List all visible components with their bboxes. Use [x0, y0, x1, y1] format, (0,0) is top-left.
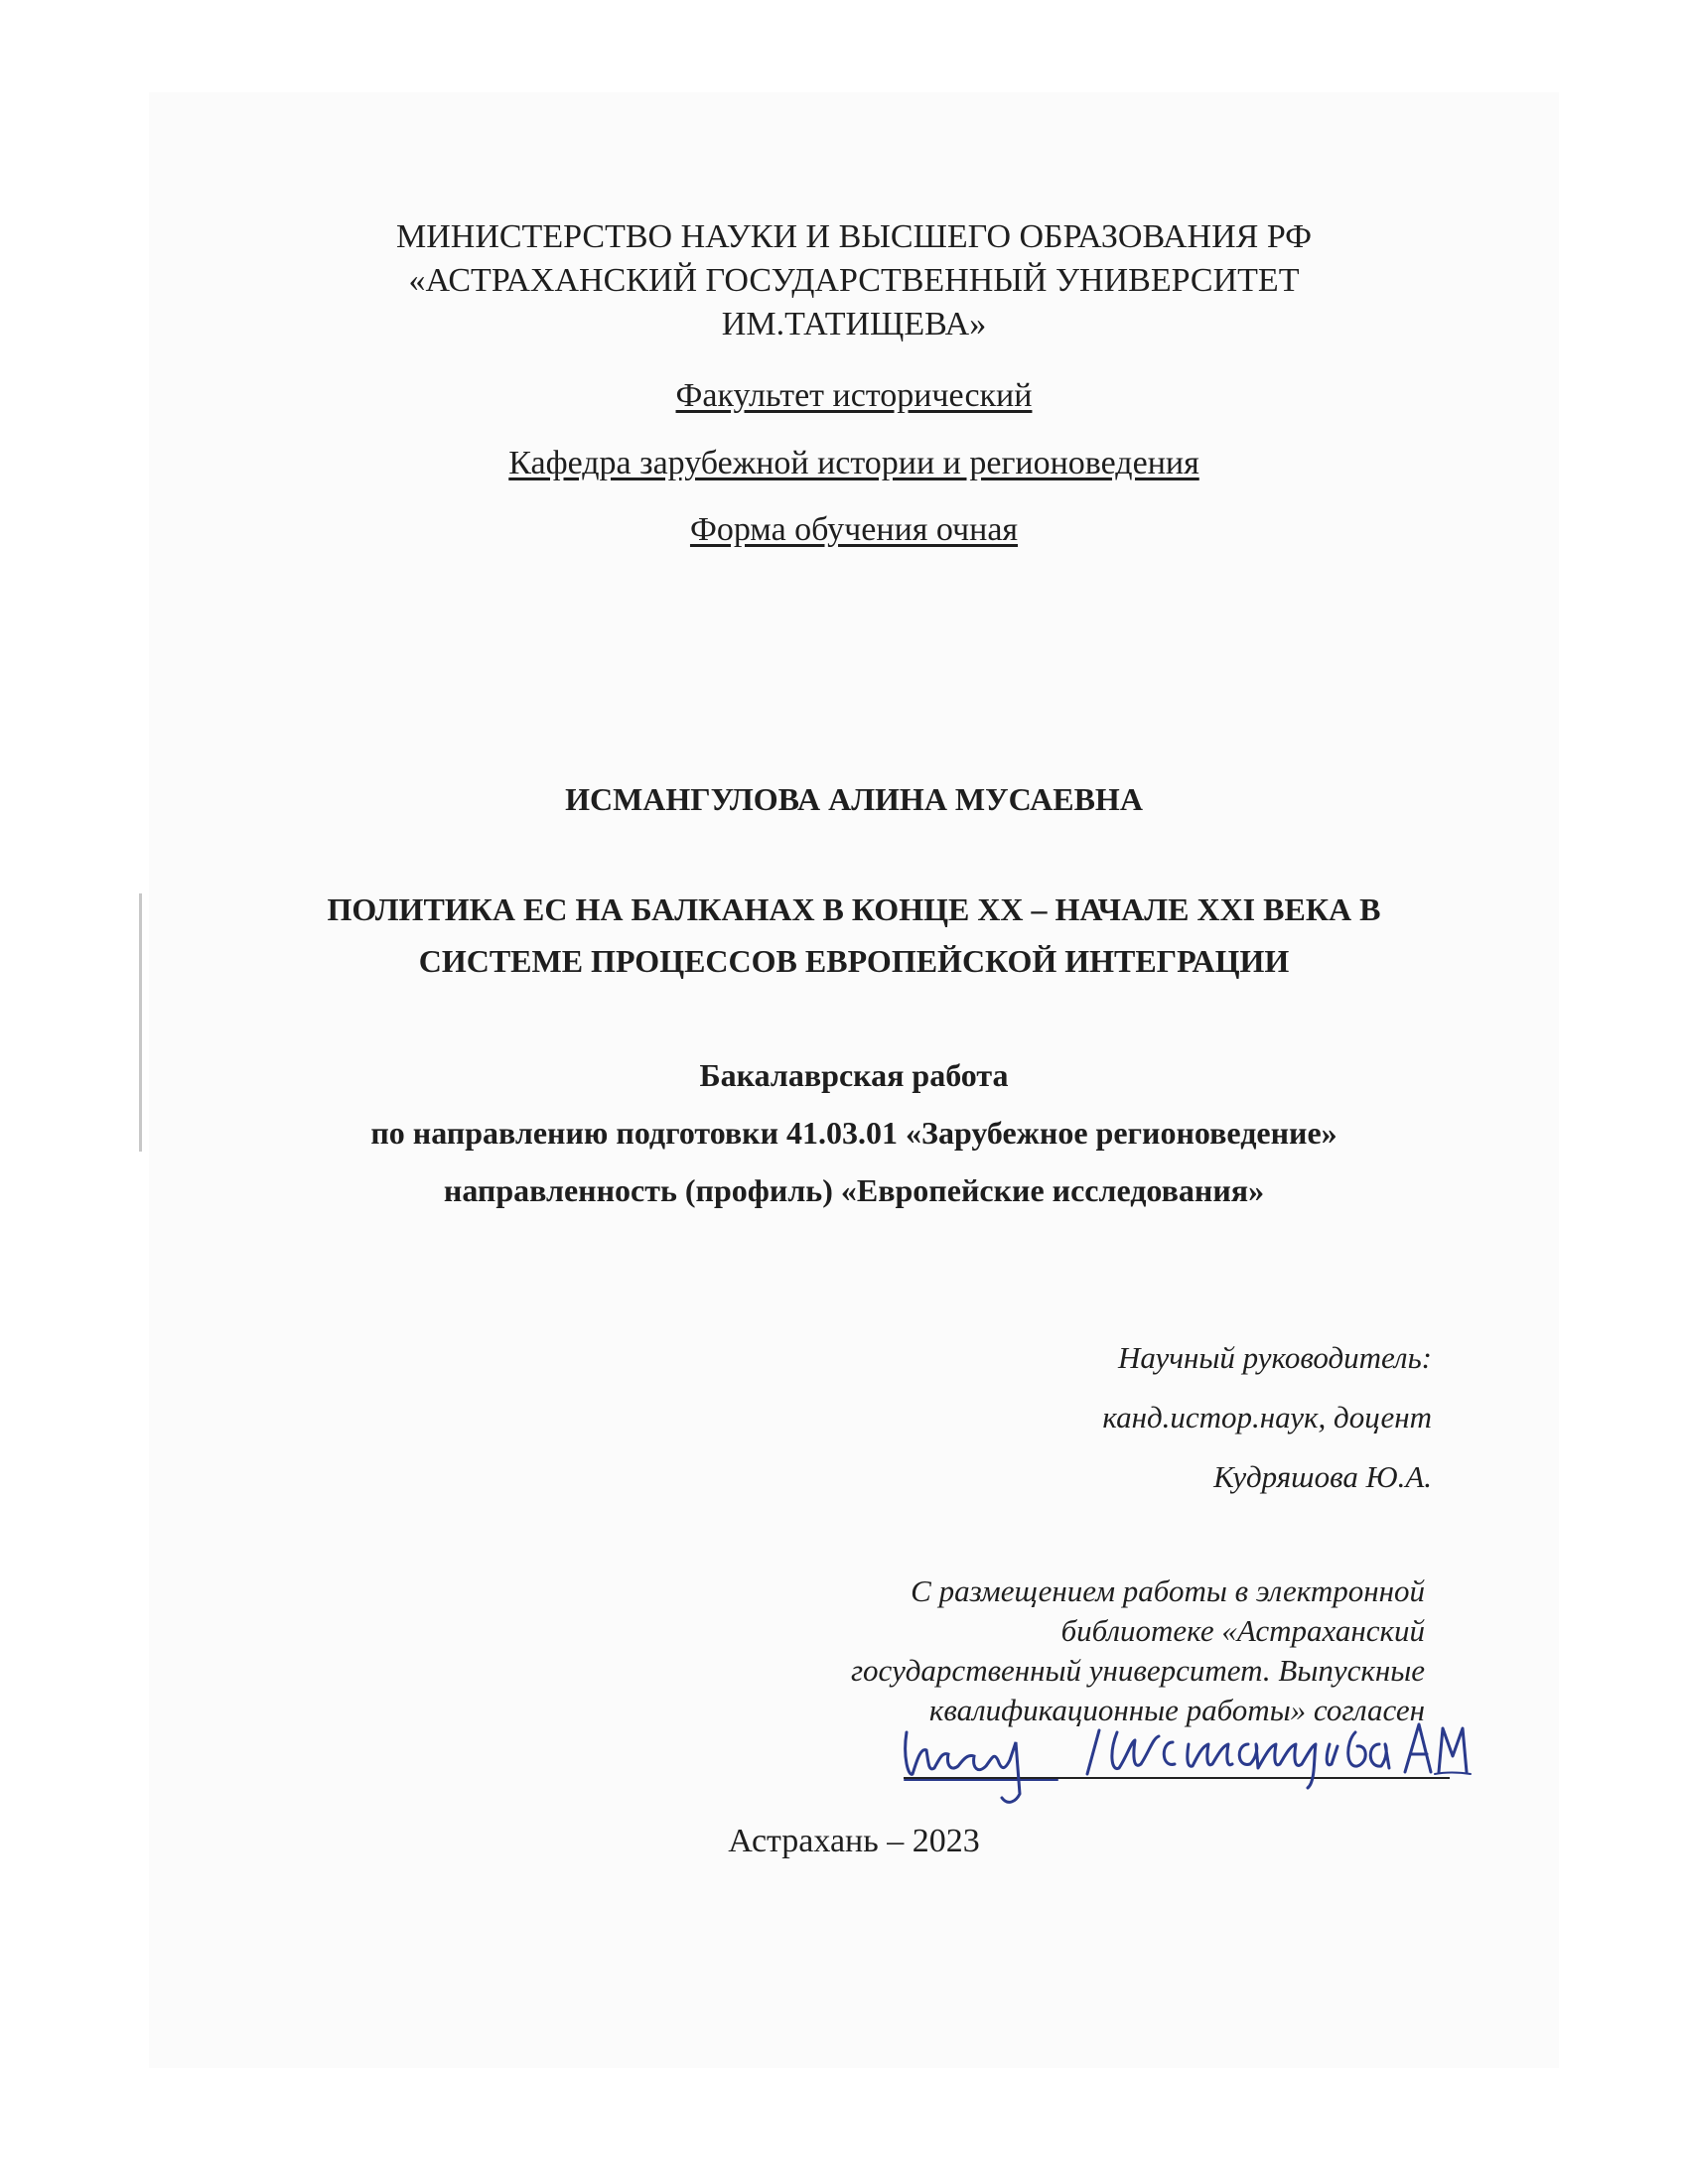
- study-form-line: Форма обучения очная: [689, 511, 1019, 548]
- author-name: ИСМАНГУЛОВА АЛИНА МУСАЕВНА: [565, 781, 1143, 817]
- handwritten-name: [1077, 1693, 1475, 1792]
- university-line-1: «АСТРАХАНСКИЙ ГОСУДАРСТВЕННЫЙ УНИВЕРСИТЕТ: [408, 262, 1300, 299]
- department-line: Кафедра зарубежной истории и регионоведения: [508, 445, 1199, 481]
- consent-line-3: государственный университет. Выпускные: [850, 1653, 1425, 1688]
- supervisor-degree: канд.истор.наук, доцент: [1102, 1400, 1432, 1434]
- page-fold-shadow: [139, 893, 142, 1152]
- thesis-title-line-1: ПОЛИТИКА ЕС НА БАЛКАНАХ В КОНЦЕ XX – НАЧАЛЕ XXI ВЕКА В: [327, 891, 1381, 927]
- work-direction: по направлению подготовки 41.03.01 «Зарубежное регионоведение»: [370, 1115, 1337, 1151]
- supervisor-name: Кудряшова Ю.А.: [1213, 1459, 1432, 1494]
- faculty-line: Факультет исторический: [675, 377, 1033, 414]
- university-line-2: ИМ.ТАТИЩЕВА»: [721, 306, 987, 342]
- work-profile: направленность (профиль) «Европейские исследования»: [443, 1172, 1265, 1208]
- consent-line-2: библиотеке «Астраханский: [1060, 1613, 1425, 1648]
- work-type: Бакалаврская работа: [699, 1057, 1009, 1093]
- signature-mark: [899, 1703, 1067, 1812]
- consent-line-4: квалификационные работы» согласен: [928, 1693, 1425, 1727]
- city-year: Астрахань – 2023: [728, 1823, 980, 1859]
- ministry-line: МИНИСТЕРСТВО НАУКИ И ВЫСШЕГО ОБРАЗОВАНИЯ РФ: [395, 218, 1313, 255]
- consent-line-1: С размещением работы в электронной: [911, 1573, 1425, 1608]
- supervisor-label: Научный руководитель:: [1118, 1340, 1432, 1375]
- thesis-title-line-2: СИСТЕМЕ ПРОЦЕССОВ ЕВРОПЕЙСКОЙ ИНТЕГРАЦИИ: [418, 943, 1290, 979]
